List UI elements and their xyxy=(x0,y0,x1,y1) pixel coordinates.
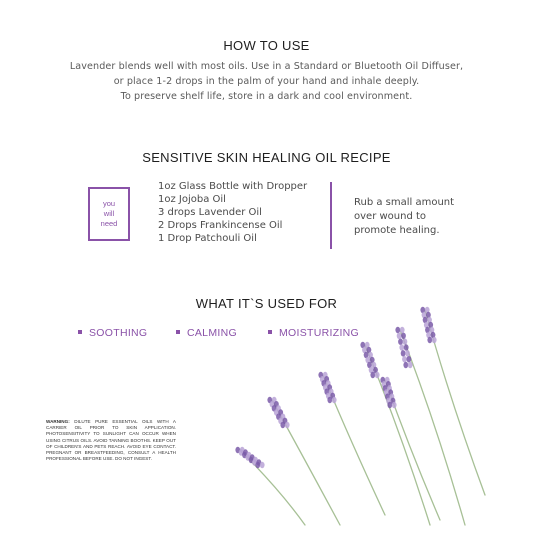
lavender-bud xyxy=(375,372,380,378)
warning-body: DILUTE PURE ESSENTIAL OILS WITH A CARRIER OIL PRIOR TO SKIN APPLICATION. PHOTOSENSITIVITY TO SUNLIGHT CAN OCCUR WHEN USING CITRUS OILS. AVOID TANNING BOOTHS. KEEP OUT OF CHILDREN'S AND PETS REACH. AVOID EYE CONTACT. PREGNANT OR BREASTFEEDING, CONSULT A HEALTH PROFESSIONAL BEFORE USE. DO NOT INGEST. xyxy=(46,419,176,462)
lavender-bud xyxy=(427,337,432,343)
lavender-bud xyxy=(400,327,405,333)
how-to-use-line: or place 1-2 drops in the palm of your hand and inhale deeply. xyxy=(113,76,420,87)
lavender-bud xyxy=(255,462,260,468)
ingredient-item: 2 Drops Frankincense Oil xyxy=(158,220,283,231)
recipe-title: SENSITIVE SKIN HEALING OIL RECIPE xyxy=(142,150,391,165)
lavender-bud xyxy=(432,337,437,343)
lavender-bud xyxy=(398,339,403,345)
lavender-bud xyxy=(407,356,412,362)
need-label-line: you xyxy=(102,199,116,208)
uses-title: WHAT IT`S USED FOR xyxy=(195,296,338,311)
how-to-use-text xyxy=(40,59,493,104)
ingredient-item: 1 Drop Patchouli Oil xyxy=(158,233,257,244)
lavender-bud xyxy=(280,422,285,428)
lavender-bud xyxy=(285,422,290,428)
lavender-bud xyxy=(403,339,408,345)
warning-text xyxy=(46,419,176,462)
lavender-bud xyxy=(405,350,410,356)
recipe-instruction xyxy=(354,196,464,238)
use-item-label: CALMING xyxy=(187,327,237,339)
lavender-bud xyxy=(370,372,375,378)
how-to-use-title: HOW TO USE xyxy=(223,38,310,53)
lavender-bud xyxy=(404,344,409,350)
instruction-line: Rub a small amount xyxy=(354,197,455,208)
lavender-bud xyxy=(402,356,407,362)
use-item-soothing xyxy=(78,327,147,339)
ingredients-list xyxy=(158,180,307,245)
you-will-need-box xyxy=(88,187,130,241)
ingredient-item: 3 drops Lavender Oil xyxy=(158,207,262,218)
use-item-label: MOISTURIZING xyxy=(279,327,360,339)
how-to-use-line: To preserve shelf life, store in a dark and cool environment. xyxy=(120,91,413,102)
bullet-icon xyxy=(78,330,82,334)
lavender-bud xyxy=(387,402,392,408)
lavender-sprigs-illustration xyxy=(210,280,533,533)
lavender-bud xyxy=(401,350,406,356)
warning-label: WARNING: xyxy=(46,419,70,424)
lavender-bud xyxy=(408,362,413,368)
lavender-bud xyxy=(260,462,265,468)
bullet-icon xyxy=(176,330,180,334)
lavender-bud xyxy=(327,397,332,403)
need-label-line: need xyxy=(100,219,118,228)
lavender-bud xyxy=(403,362,408,368)
ingredient-item: 1oz Jojoba Oil xyxy=(158,194,226,205)
lavender-bud xyxy=(397,333,402,339)
need-label-line: will xyxy=(103,209,115,218)
use-item-label: SOOTHING xyxy=(89,327,148,339)
lavender-bud xyxy=(392,402,397,408)
ingredient-item: 1oz Glass Bottle with Dropper xyxy=(158,181,308,192)
instruction-line: over wound to xyxy=(354,211,427,222)
lavender-bud xyxy=(395,327,400,333)
lavender-bud xyxy=(399,344,404,350)
recipe-divider xyxy=(330,182,332,249)
lavender-bud xyxy=(332,397,337,403)
instruction-line: promote healing. xyxy=(354,225,440,236)
lavender-bud xyxy=(401,333,406,339)
how-to-use-line: Lavender blends well with most oils. Use in a Standard or Bluetooth Oil Diffuser, xyxy=(69,61,464,72)
